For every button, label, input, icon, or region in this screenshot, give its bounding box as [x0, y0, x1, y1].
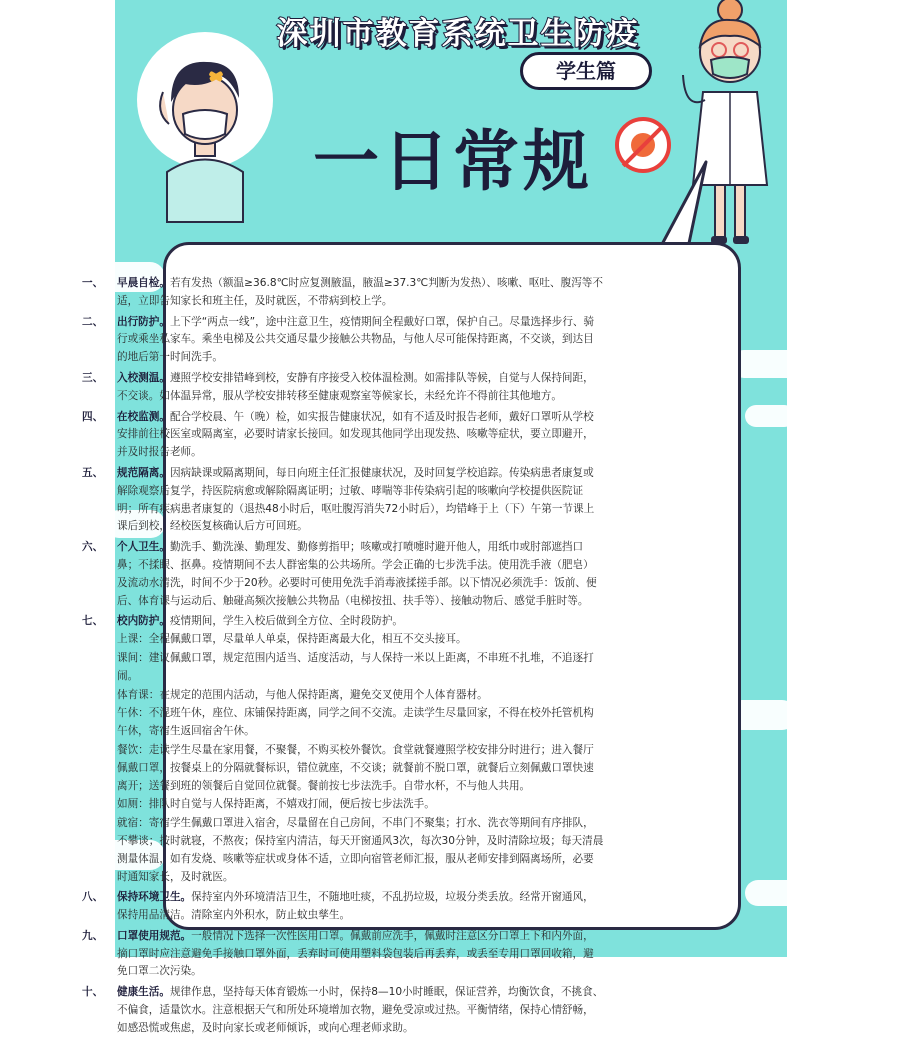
- protection-item: 上课：全程佩戴口罩，尽量单人单桌，保持距离最大化，相互不交头接耳。: [117, 633, 467, 646]
- protection-item: 课间：建议佩戴口罩，规定范围内适当、适度活动，与人保持一米以上距离，不串班不扎堆，不追逐打闹。: [117, 651, 594, 682]
- poster-big-title: 一日常规: [313, 123, 593, 200]
- cloud: [745, 880, 787, 906]
- protection-item: 就宿：寄宿学生佩戴口罩进入宿舍，尽量留在自己房间，不串门不聚集；打水、洗衣等期间有序排队，不攀谈；按时就寝，不熬夜；保持室内清洁，每天开窗通风3次，每次30分钟，及时清除垃圾；每天清晨测量体温，如有发烧、咳嗽等症状或身体不适，立即向宿管老师汇报，服从老师安排到隔离场所，必要时通知家长，及时就医。: [117, 817, 604, 883]
- rules-list: [82, 275, 604, 1041]
- rule-section: 七、 校内防护。疫情期间，学生入校后做到全方位、全时段防护。: [82, 615, 404, 628]
- rule-section: 三、 入校测温。遵照学校安排错峰到校，安静有序接受入校体温检测。如需排队等候，自觉与人保持间距，不交谈。如体温异常，服从学校安排转移至健康观察室等候家长，未经允许不得前往其他地方。: [82, 371, 594, 402]
- speech-bubble-tail: [660, 160, 710, 250]
- rule-section: 一、 早晨自检。若有发热（额温≥36.8℃时应复测腋温，腋温≥37.3℃判断为发热）、咳嗽、呕吐、腹泻等不适，立即告知家长和班主任，及时就医，不带病到校上学。: [82, 277, 603, 307]
- rule-section: 九、 口罩使用规范。一般情况下选择一次性医用口罩。佩戴前应洗手，佩戴时注意区分口罩上下和内外面，摘口罩时应注意避免手接触口罩外面，丢弃时可使用塑料袋包装后再丢弃，或丢至专用口罩回收箱，避免口罩二次污染。: [82, 929, 594, 978]
- cloud: [745, 405, 787, 427]
- rule-section: 八、 保持环境卫生。保持室内外环境清洁卫生，不随地吐痰，不乱扔垃圾，垃圾分类丢放。经常开窗通风，保持用品清洁。清除室内外积水，防止蚊虫孳生。: [82, 891, 594, 922]
- protection-item: 餐饮：走读学生尽量在家用餐，不聚餐，不购买校外餐饮。食堂就餐遵照学校安排分时进行；进入餐厅佩戴口罩，按餐桌上的分隔就餐标识，错位就座，不交谈；就餐前不脱口罩，就餐后立刻佩戴口罩快速离开；送餐到班的领餐后自觉回位就餐。餐前按七步法洗手。自带水杯，不与他人共用。: [117, 743, 594, 792]
- poster-subtitle: 学生篇: [520, 52, 652, 90]
- student-illustration: [135, 22, 275, 242]
- rule-section: 二、 出行防护。上下学“两点一线”，途中注意卫生，疫情期间全程戴好口罩，保护自己。尽量选择步行、骑行或乘坐私家车。乘坐电梯及公共交通尽量少接触公共物品，与他人尽可能保持距离，不交谈，到达目的地后第一时间洗手。: [82, 315, 595, 364]
- rule-section: 四、 在校监测。配合学校晨、午（晚）检，如实报告健康状况，如有不适及时报告老师，戴好口罩听从学校安排前往校医室或隔离室，必要时请家长接回。如发现其他同学出现发热、咳嗽等症状，要立即避开，并及时报告老师。: [82, 410, 594, 459]
- rule-section: 十、 健康生活。规律作息，坚持每天体育锻炼一小时，保持8—10小时睡眠，保证营养，均衡饮食，不挑食、不偏食，适量饮水。注意根据天气和所处环境增加衣物，避免受凉或过热。平衡情绪，保持心情舒畅，如感恐慌或焦虑，及时向家长或老师倾诉，或向心理老师求助。: [82, 986, 604, 1034]
- poster-title: 深圳市教育系统卫生防疫: [276, 16, 640, 52]
- protection-item: 午休：不混班午休，座位、床铺保持距离，同学之间不交流。走读学生尽量回家，不得在校外托管机构午休，寄宿生返回宿舍午休。: [117, 707, 594, 738]
- protection-item: 体育课：在规定的范围内活动，与他人保持距离，避免交叉使用个人体育器材。: [117, 688, 488, 701]
- protection-item: 如厕：排队时自觉与人保持距离，不嬉戏打闹，便后按七步法洗手。: [117, 798, 435, 811]
- rule-section: 六、 个人卫生。勤洗手、勤洗澡、勤理发、勤修剪指甲；咳嗽或打喷嚏时避开他人，用纸巾或肘部遮挡口鼻；不揉眼、抠鼻。疫情期间不去人群密集的公共场所。学会正确的七步洗手法。使用洗手液（肥皂）及流动水清洗，时间不少于20秒。必要时可使用免洗手消毒液揉搓手部。以下情况必须洗手：饭前、便后、体育课与运动后、触碰高频次接触公共物品（电梯按扭、扶手等）、接触动物后、感觉手脏时等。: [82, 541, 597, 607]
- rule-section: 五、 规范隔离。因病缺课或隔离期间，每日向班主任汇报健康状况，及时回复学校追踪。传染病患者康复或解除观察后复学，持医院病愈或解除隔离证明；过敏、哮喘等非传染病引起的咳嗽向学校提供医院证明；所有疾病患者康复的（退热48小时后，呕吐腹泻消失72小时后），均错峰于上（下）午第一节课上课后到校，经校医复核确认后方可回班。: [82, 466, 595, 533]
